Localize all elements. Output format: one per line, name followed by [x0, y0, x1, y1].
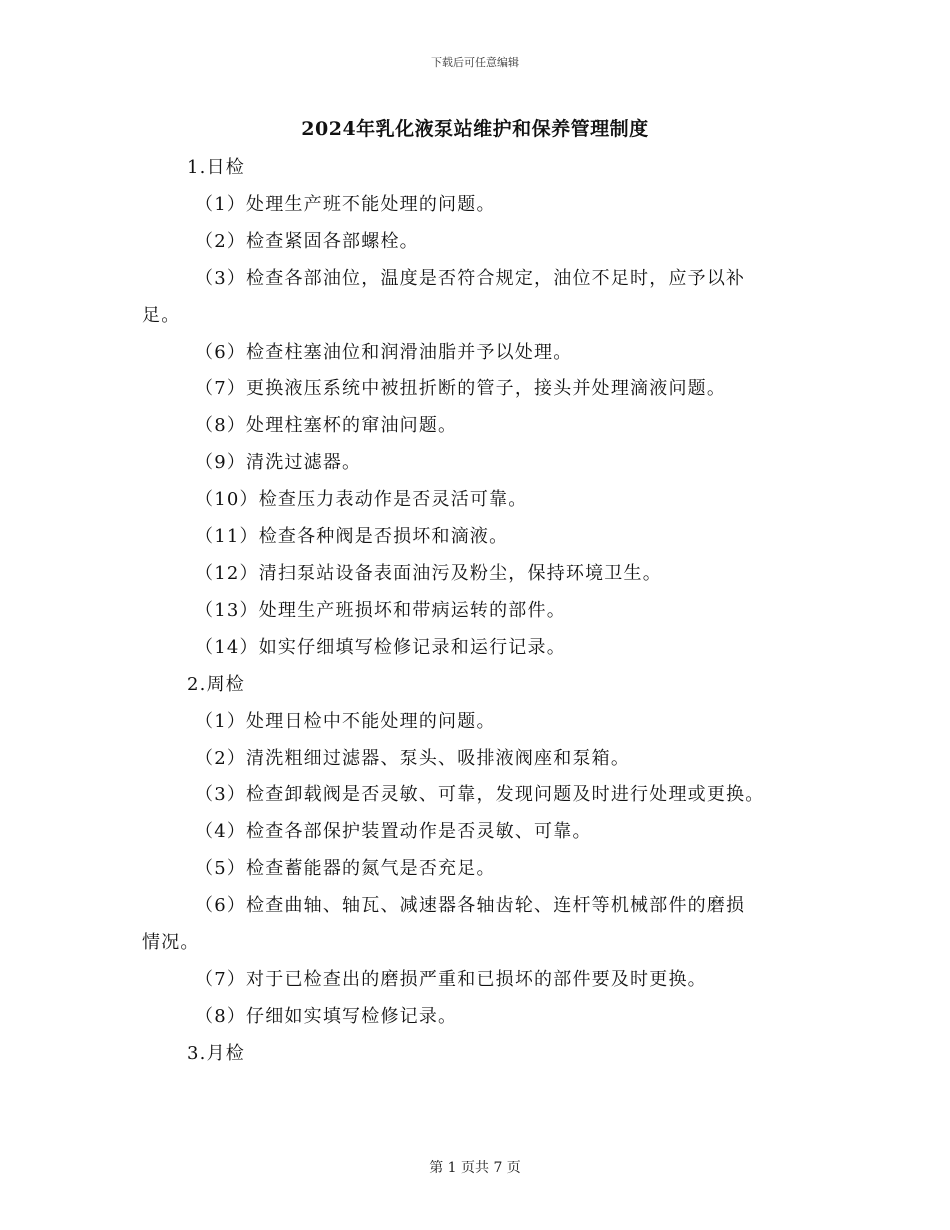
list-item: （14）如实仔细填写检修记录和运行记录。: [195, 636, 566, 658]
document-title: 2024年乳化液泵站维护和保养管理制度: [301, 118, 649, 140]
list-item: （2）清洗粗细过滤器、泵头、吸排液阀座和泵箱。: [195, 747, 631, 769]
list-item: （8）处理柱塞杯的窜油问题。: [195, 415, 458, 437]
list-item: （4）检查各部保护装置动作是否灵敏、可靠。: [195, 821, 592, 843]
section-heading: 3.月检: [187, 1042, 245, 1064]
list-item: （10）检查压力表动作是否灵活可靠。: [195, 489, 528, 511]
list-item: （7）更换液压系统中被扭折断的管子，接头并处理滴液问题。: [195, 378, 727, 400]
list-item: （1）处理日检中不能处理的问题。: [195, 710, 496, 732]
list-item: （8）仔细如实填写检修记录。: [195, 1005, 458, 1027]
list-item: （1）处理生产班不能处理的问题。: [195, 193, 496, 215]
list-item: （6）检查柱塞油位和润滑油脂并予以处理。: [195, 341, 573, 363]
list-item: （2）检查紧固各部螺栓。: [195, 230, 419, 252]
list-item: （5）检查蓄能器的氮气是否充足。: [195, 858, 496, 880]
section-heading: 2.周检: [187, 673, 245, 695]
list-item: （12）清扫泵站设备表面油污及粉尘，保持环境卫生。: [195, 562, 662, 584]
list-item: （9）清洗过滤器。: [195, 452, 362, 474]
document-body: [142, 150, 812, 1073]
list-item: （7）对于已检查出的磨损严重和已损坏的部件要及时更换。: [195, 968, 707, 990]
header-note: 下载后可任意编辑: [431, 56, 519, 69]
list-item: （6）检查曲轴、轴瓦、减速器各轴齿轮、连杆等机械部件的磨损: [195, 895, 746, 917]
list-item-continuation: 情况。: [142, 932, 200, 954]
list-item: （3）检查卸载阀是否灵敏、可靠，发现问题及时进行处理或更换。: [195, 784, 765, 806]
list-item: （13）处理生产班损坏和带病运转的部件。: [195, 599, 566, 621]
section-heading: 1.日检: [187, 157, 245, 178]
page-footer: 第 1 页共 7 页: [429, 1160, 521, 1176]
list-item-continuation: 足。: [142, 304, 181, 326]
list-item: （3）检查各部油位，温度是否符合规定，油位不足时，应予以补: [195, 267, 746, 289]
list-item: （11）检查各种阀是否损坏和滴液。: [195, 526, 509, 548]
